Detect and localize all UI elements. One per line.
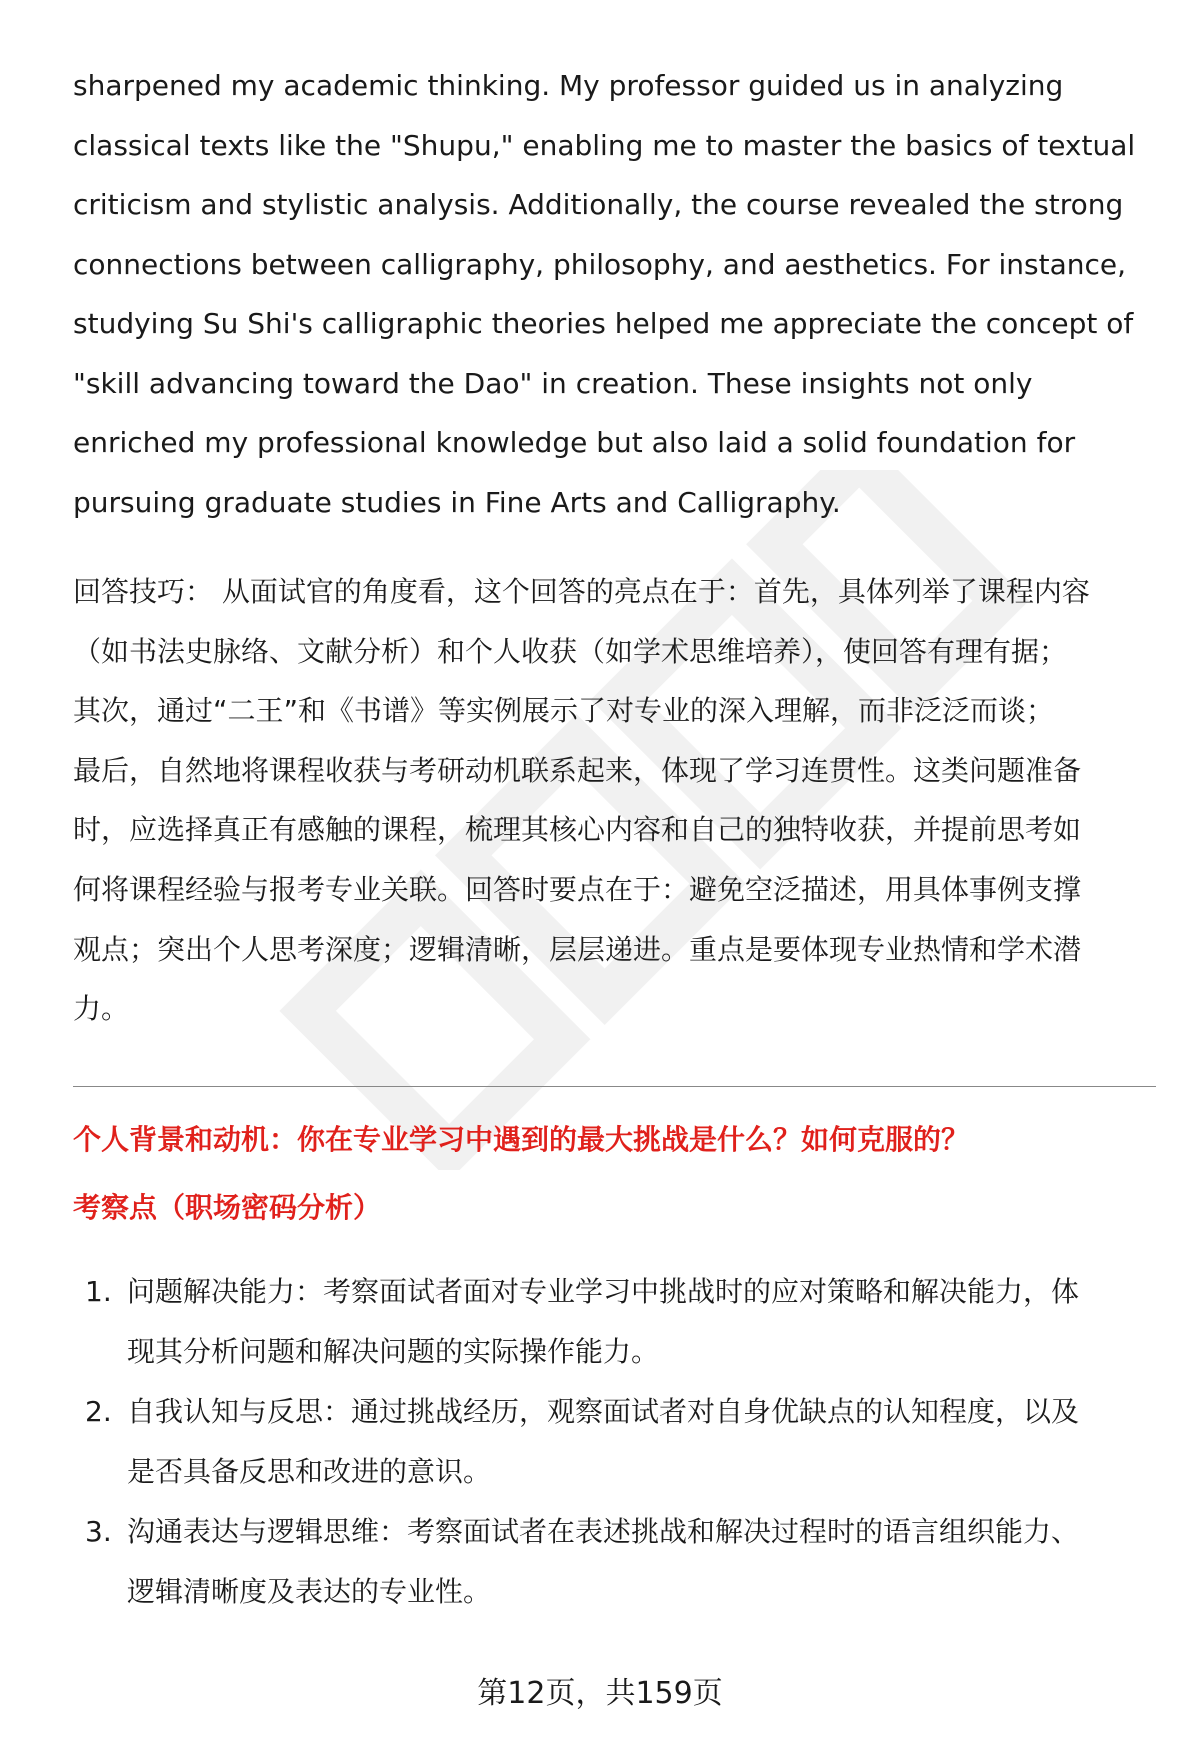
list-item: [73, 1502, 1156, 1622]
list-item-number: 1.: [85, 1275, 112, 1308]
assessment-points-list: [73, 1262, 1156, 1622]
list-item: [73, 1382, 1156, 1502]
list-item-text: 问题解决能力：考察面试者面对专业学习中挑战时的应对策略和解决能力，体 现其分析问题和解决问题的实际操作能力。: [127, 1275, 1080, 1368]
english-answer-paragraph: sharpened my academic thinking. My professor guided us in analyzing classical texts like the "Shupu," enabling me to master the basics of textual criticism and stylistic analysis. Additionally, the course revealed the strong connections between calligraphy, philosophy, and aesthetics. For instance, studying Su Shi's calligraphic theories helped me appreciate the concept of "skill advancing toward the Dao" in creation. These insights not only enriched my professional knowledge but also laid a solid foundation for pursuing graduate studies in Fine Arts and Calligraphy.: [73, 69, 1136, 519]
assessment-points-heading: 考察点（职场密码分析）: [73, 1191, 382, 1224]
list-item-text: 自我认知与反思：通过挑战经历，观察面试者对自身优缺点的认知程度，以及 是否具备反思和改进的意识。: [127, 1395, 1080, 1488]
list-item: [73, 1262, 1156, 1382]
question-heading: 个人背景和动机：你在专业学习中遇到的最大挑战是什么？如何克服的？: [73, 1123, 970, 1156]
list-item-text: 沟通表达与逻辑思维：考察面试者在表述挑战和解决过程时的语言组织能力、 逻辑清晰度及表达的专业性。: [127, 1515, 1080, 1608]
answer-tips-paragraph: 回答技巧： 从面试官的角度看，这个回答的亮点在于：首先，具体列举了课程内容 （如书法史脉络、文献分析）和个人收获（如学术思维培养），使回答有理有据； 其次，通过“二王”和《书谱》等实例展示了对专业的深入理解，而非泛泛而谈； 最后，自然地将课程收获与考研动机联系起来，体现了学习连贯性。这类问题准备 时，应选择真正有感触的课程，梳理其核心内容和自己的独特收获，并提前思考如 何将课程经验与报考专业关联。回答时要点在于：避免空泛描述，用具体事例支撑 观点；突出个人思考深度；逻辑清晰，层层递进。重点是要体现专业热情和学术潜 力。: [73, 575, 1090, 1026]
page-number: 第12页，共159页: [477, 1676, 723, 1711]
list-item-number: 3.: [85, 1515, 112, 1548]
section-divider: [73, 1086, 1156, 1087]
list-item-number: 2.: [85, 1395, 112, 1428]
